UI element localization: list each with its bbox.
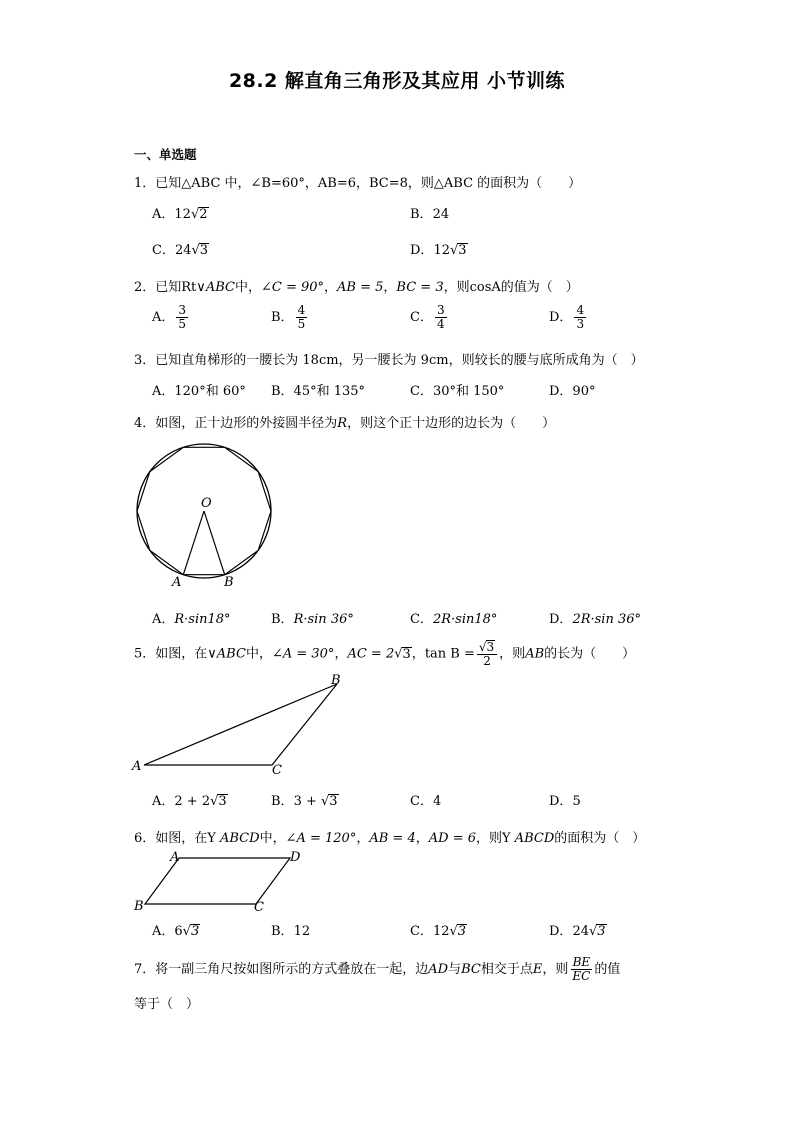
question-4-option-b[interactable]: B．R·sin 36° [271,612,354,627]
triangle-abc [144,684,337,765]
label-d: D [290,850,301,865]
question-6-stem: 6．如图，在Y ABCD中，∠A = 120°，AB = 4，AD = 6，则Y ABCD的面积为（ ） [134,831,646,846]
label-a: A [132,759,142,774]
question-7-stem-line2: 等于（ ） [134,997,200,1012]
question-4-option-a[interactable]: A．R·sin18° [152,612,231,627]
decagon-figure [125,440,285,590]
radius-ob [204,511,225,575]
question-6-option-a[interactable]: A．6√3 [152,924,200,939]
question-3-option-b[interactable]: B．45°和 135° [271,384,366,399]
question-3-option-a[interactable]: A．120°和 60° [152,384,246,399]
triangle-abc-figure [130,672,360,782]
label-a: A [170,850,180,865]
question-5-option-b[interactable]: B．3 + √3 [271,794,338,809]
label-b: B [224,575,234,590]
question-2-option-b[interactable]: B． $\frac{4}{5}$ [271,303,306,332]
question-3-stem: 3．已知直角梯形的一腰长为 18cm，另一腰长为 9cm，则较长的腰与底所成角为（ ） [134,353,644,368]
label-o: O [201,496,212,511]
question-7-stem: 7．将一副三角尺按如图所示的方式叠放在一起，边AD与BC相交于点E，则 $\frac{BE}{EC}$ 的值 [134,955,621,984]
radius-oa [183,511,204,575]
parallelogram-abcd [145,858,290,904]
question-1-option-b[interactable]: B．24 [410,207,450,222]
label-c: C [272,763,282,778]
question-1-option-a[interactable]: A．12√2 [152,207,208,222]
label-b: B [331,673,341,688]
question-2-option-c[interactable]: C． $\frac{3}{4}$ [410,303,445,332]
question-1-option-c[interactable]: C．24√3 [152,243,209,258]
question-3-option-c[interactable]: C．30°和 150° [410,384,505,399]
question-1-option-d[interactable]: D．12√3 [410,243,467,258]
question-2-option-a[interactable]: A． $\frac{3}{5}$ [152,303,187,332]
parallelogram-figure [130,848,310,914]
section-heading: 一、单选题 [134,147,197,162]
label-b: B [134,899,144,914]
label-c: C [254,900,264,915]
question-4-option-c[interactable]: C．2R·sin18° [410,612,498,627]
page-title: 28.2 解直角三角形及其应用 小节训练 [228,70,566,92]
question-6-option-b[interactable]: B．12 [271,924,311,939]
question-6-option-c[interactable]: C．12√3 [410,924,467,939]
question-5-option-a[interactable]: A．2 + 2√3 [152,794,227,809]
question-3-option-d[interactable]: D．90° [549,384,596,399]
question-6-option-d[interactable]: D．24√3 [549,924,606,939]
question-2-option-d[interactable]: D． $\frac{4}{3}$ [549,303,585,332]
question-5-stem: 5．如图，在∨ABC中，∠A = 30°，AC = 2√3，tan B = $\frac{√3}{2}$ ，则AB的长为（ ） [134,640,636,669]
question-4-option-d[interactable]: D．2R·sin 36° [549,612,642,627]
question-1-stem: 1．已知△ABC 中，∠B=60°，AB=6，BC=8，则△ABC 的面积为（ ） [134,176,582,191]
question-4-stem: 4．如图，正十边形的外接圆半径为R，则这个正十边形的边长为（ ） [134,416,556,431]
label-a: A [172,575,182,590]
question-5-option-d[interactable]: D．5 [549,794,581,809]
question-2-stem: 2．已知Rt∨ABC中，∠C = 90°，AB = 5，BC = 3，则cosA的值为（ ） [134,280,579,295]
question-5-option-c[interactable]: C．4 [410,794,442,809]
